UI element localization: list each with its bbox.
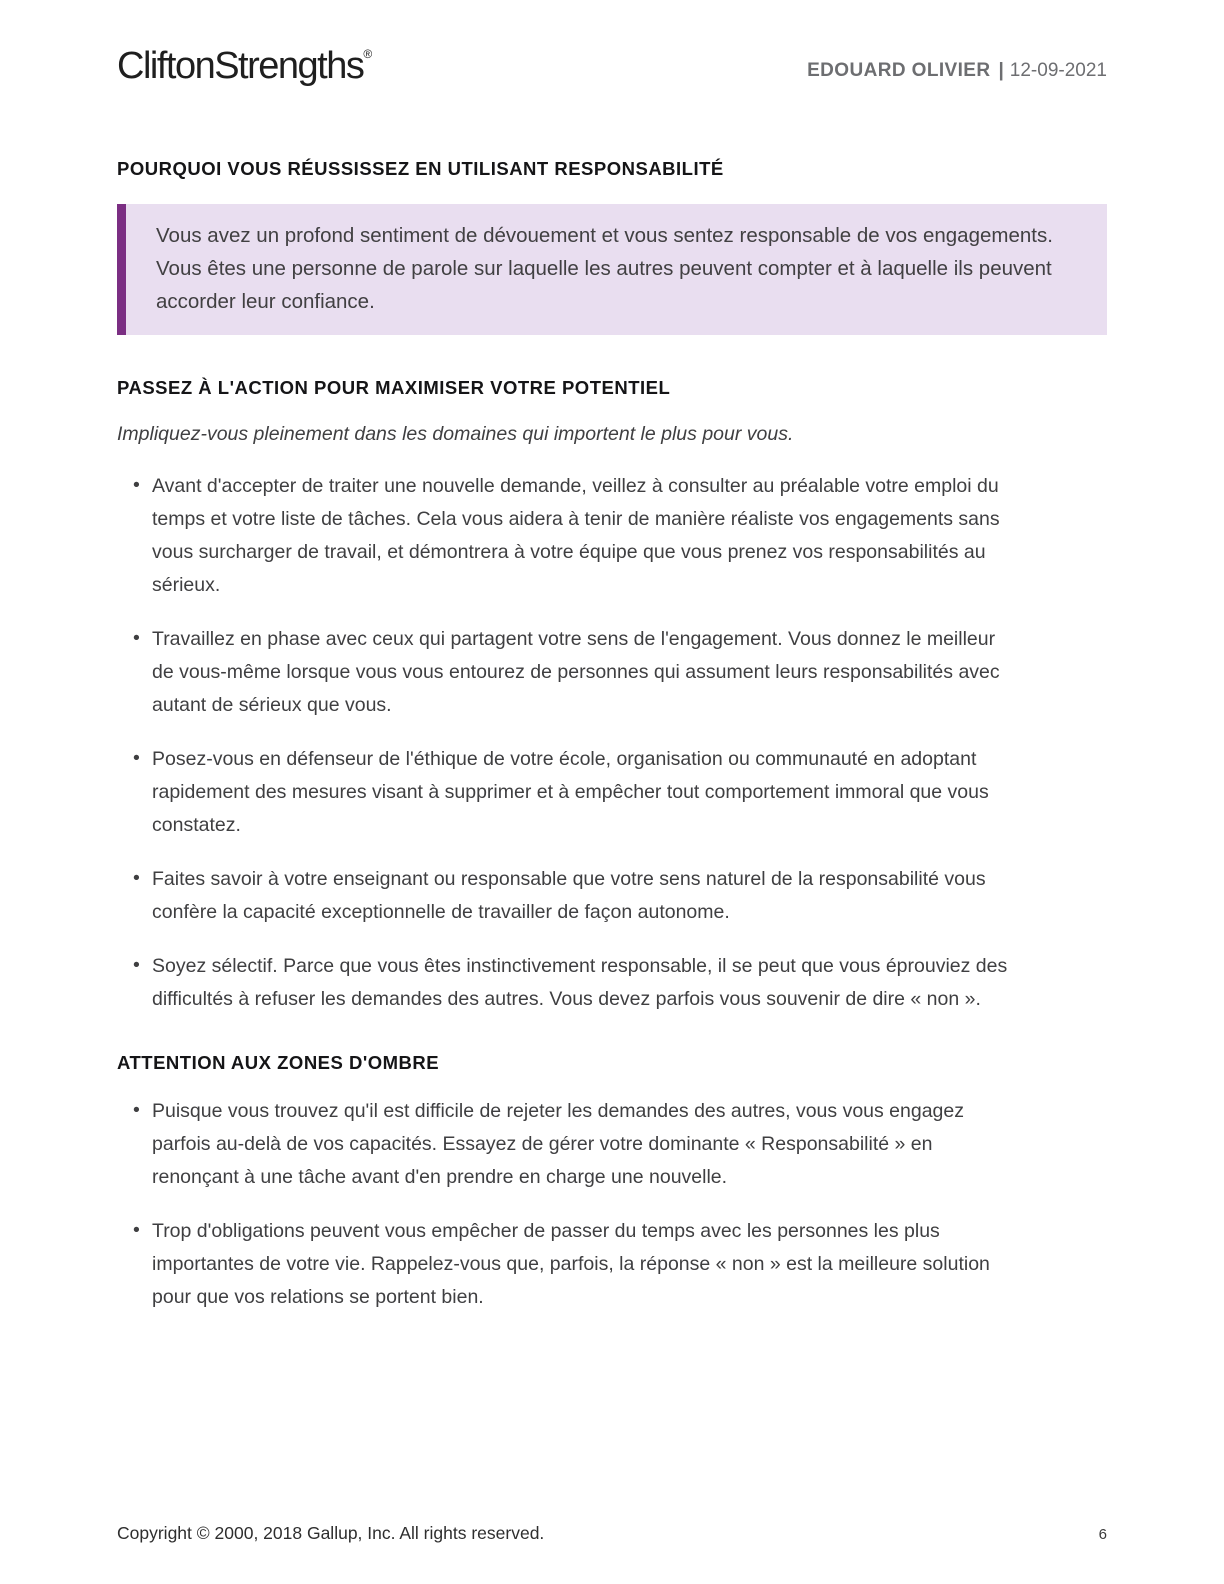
report-date: 12-09-2021 <box>1009 60 1107 81</box>
blind-spots-bullet-2: • Trop d'obligations peuvent vous empêcher de passer du temps avec les personnes les plus importantes de votre vie. Rappelez-vous que, parfois, la réponse « non » est la meilleure solution pour que vos relations se portent bien. <box>133 1215 1018 1314</box>
cliftonstrengths-logo <box>117 46 372 88</box>
registered-trademark-icon: ® <box>363 47 373 61</box>
copyright-text: Copyright © 2000, 2018 Gallup, Inc. All rights reserved. <box>117 1523 545 1543</box>
blind-spots-bullet-1: • Puisque vous trouvez qu'il est difficile de rejeter les demandes des autres, vous vous engagez parfois au-delà de vos capacités. Essayez de gérer votre dominante « Responsabilité » en renonçant à une tâche avant d'en prendre en charge une nouvelle. <box>133 1095 1018 1194</box>
section-title-blind-spots: ATTENTION AUX ZONES D'OMBRE <box>117 1051 440 1073</box>
take-action-bullet-4: • Faites savoir à votre enseignant ou responsable que votre sens naturel de la responsabilité vous confère la capacité exceptionnelle de travailler de façon autonome. <box>133 863 1018 929</box>
strength-description-box <box>117 204 1107 335</box>
take-action-bullet-2: • Travaillez en phase avec ceux qui partagent votre sens de l'engagement. Vous donnez le meilleur de vous-même lorsque vous vous entourez de personnes qui assument leurs responsabilités avec autant de sérieux que vous. <box>133 623 1018 722</box>
take-action-bullet-1: • Avant d'accepter de traiter une nouvelle demande, veillez à consulter au préalable votre emploi du temps et votre liste de tâches. Cela vous aidera à tenir de manière réaliste vos engagements sans vous surcharger de travail, et démontrera à votre équipe que vous prenez vos responsabilités au sérieux. <box>133 470 1018 602</box>
section-title-why-you-succeed: POURQUOI VOUS RÉUSSISSEZ EN UTILISANT RESPONSABILITÉ <box>117 157 724 179</box>
logo-text: CliftonStrengths <box>117 45 364 87</box>
header-divider: | <box>998 60 1004 81</box>
strength-description-text: Vous avez un profond sentiment de dévouement et vous sentez responsable de vos engagements. Vous êtes une personne de parole sur laquelle les autres peuvent compter et à laquelle ils peuvent accorder leur confiance. <box>156 223 1053 313</box>
page-content <box>0 158 1224 1314</box>
section-title-take-action: PASSEZ À L'ACTION POUR MAXIMISER VOTRE POTENTIEL <box>117 376 671 398</box>
take-action-bullet-5: • Soyez sélectif. Parce que vous êtes instinctivement responsable, il se peut que vous éprouviez des difficultés à refuser les demandes des autres. Vous devez parfois vous souvenir de dire « non ». <box>133 950 1018 1016</box>
report-owner-name: EDOUARD OLIVIER <box>807 60 991 81</box>
take-action-bullet-list <box>117 470 1107 1016</box>
take-action-bullet-3: • Posez-vous en défenseur de l'éthique de votre école, organisation ou communauté en adoptant rapidement des mesures visant à supprimer et à empêcher tout comportement immoral que vous constatez. <box>133 743 1018 842</box>
blind-spots-bullet-list <box>117 1095 1107 1314</box>
take-action-intro: Impliquez-vous pleinement dans les domaines qui importent le plus pour vous. <box>117 422 794 445</box>
page-footer <box>117 1523 1107 1544</box>
page-header <box>0 0 1224 88</box>
page-number: 6 <box>1098 1526 1107 1543</box>
header-meta <box>807 60 1107 82</box>
